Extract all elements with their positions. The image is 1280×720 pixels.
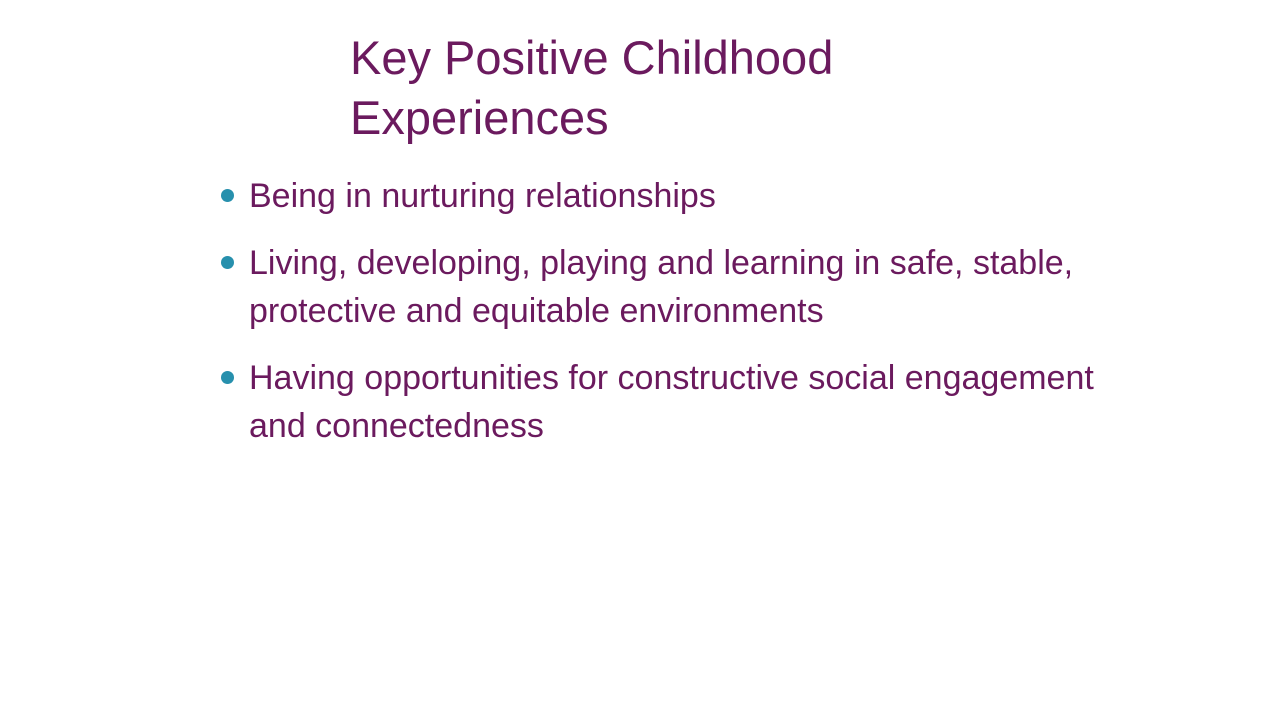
list-item: [215, 239, 1095, 335]
list-item-text: Living, developing, playing and learning in safe, stable, protective and equitable environments: [249, 244, 1074, 330]
bullet-dot-icon: [221, 371, 234, 384]
list-item: [215, 354, 1095, 450]
page-title: Key Positive Childhood Experiences: [350, 31, 834, 144]
list-item-text: Being in nurturing relationships: [249, 177, 716, 215]
bullet-list: [215, 172, 1095, 469]
bullet-dot-icon: [221, 189, 234, 202]
bullet-dot-icon: [221, 256, 234, 269]
list-item: [215, 172, 1095, 220]
list-item-text: Having opportunities for constructive social engagement and connectedness: [249, 359, 1094, 445]
